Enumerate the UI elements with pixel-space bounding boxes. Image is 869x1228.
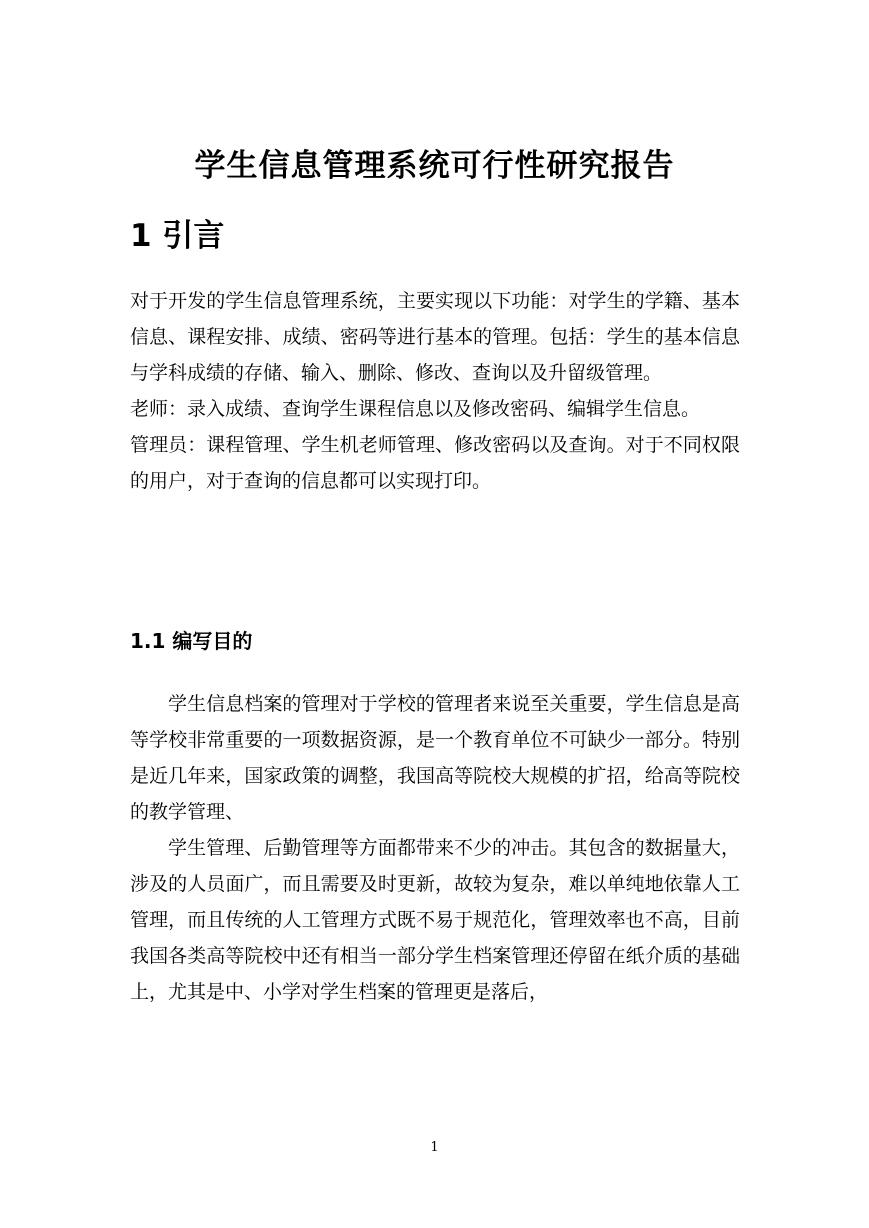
paragraph: 学生管理、后勤管理等方面都带来不少的冲击。其包含的数据量大，涉及的人员面广，而且需要及时更新，故较为复杂，难以单纯地依靠人工管理，而且传统的人工管理方式既不易于规范化，管理效率也不高，目前我国各类高等院校中还有相当一部分学生档案管理还停留在纸介质的基础上，尤其是中、小学对学生档案的管理更是落后， bbox=[130, 837, 740, 1003]
paragraph: 老师：录入成绩、查询学生课程信息以及修改密码、编辑学生信息。 bbox=[130, 398, 701, 420]
paragraph: 管理员：课程管理、学生机老师管理、修改密码以及查询。对于不同权限的用户，对于查询的信息都可以实现打印。 bbox=[130, 434, 740, 492]
section-heading-purpose: 1.1 编写目的 bbox=[130, 629, 253, 653]
purpose-body bbox=[130, 686, 740, 1010]
paragraph: 对于开发的学生信息管理系统，主要实现以下功能：对学生的学籍、基本信息、课程安排、成绩、密码等进行基本的管理。包括：学生的基本信息与学科成绩的存储、输入、删除、修改、查询以及升留级管理。 bbox=[130, 290, 740, 384]
introduction-body bbox=[130, 283, 740, 499]
document-title: 学生信息管理系统可行性研究报告 bbox=[194, 148, 675, 184]
section-heading-introduction: 1 引言 bbox=[130, 218, 225, 254]
page-number: 1 bbox=[430, 1140, 439, 1155]
paragraph: 学生信息档案的管理对于学校的管理者来说至关重要，学生信息是高等学校非常重要的一项数据资源，是一个教育单位不可缺少一部分。特别是近几年来，国家政策的调整，我国高等院校大规模的扩招，给高等院校的教学管理、 bbox=[130, 693, 740, 823]
